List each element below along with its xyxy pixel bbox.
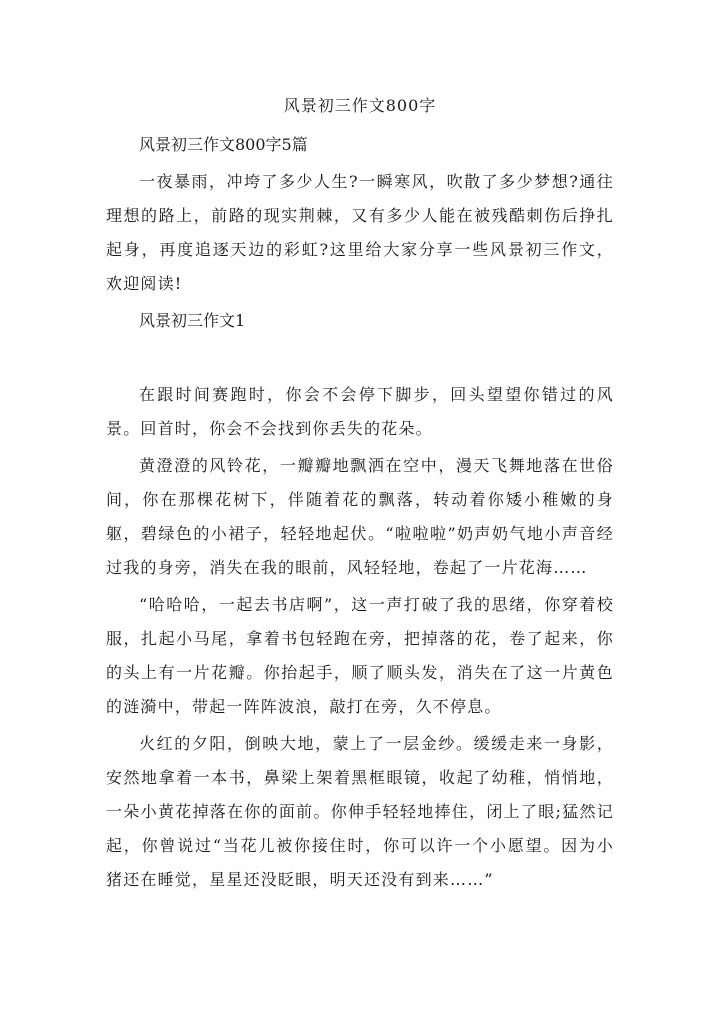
document-body — [106, 128, 614, 897]
section-spacer — [106, 338, 614, 378]
body-paragraph: 火红的夕阳，倒映大地，蒙上了一层金纱。缓缓走来一身影，安然地拿着一本书，鼻梁上架着黑框眼镜，收起了幼稚，悄悄地，一朵小黄花掉落在你的面前。你伸手轻轻地捧住，闭上了眼;猛然记起，你曾说过“当花儿被你接住时，你可以许一个小愿望。因为小猪还在睡觉，星星还没眨眼，明天还没有到来……” — [106, 734, 614, 889]
section-heading: 风景初三作文1 — [139, 311, 246, 330]
body-paragraph: 在跟时间赛跑时，你会不会停下脚步，回头望望你错过的风景。回首时，你会不会找到你丢失的花朵。 — [106, 385, 614, 438]
page-title: 风景初三作文800字 — [283, 96, 437, 115]
intro-paragraph: 一夜暴雨，冲垮了多少人生?一瞬寒风，吹散了多少梦想?通往理想的路上，前路的现实荆棘，又有多少人能在被残酷刺伤后挣扎起身，再度追逐天边的彩虹?这里给大家分享一些风景初三作文，欢迎阅读! — [106, 172, 614, 293]
document-subtitle: 风景初三作文800字5篇 — [139, 135, 308, 154]
body-paragraph: 黄澄澄的风铃花，一瓣瓣地飘洒在空中，漫天飞舞地落在世俗间，你在那棵花树下，伴随着花的飘落，转动着你矮小稚嫩的身躯，碧绿色的小裙子，轻轻地起伏。“啦啦啦”奶声奶气地小声音经过我的身旁，消失在我的眼前，风轻轻地，卷起了一片花海…… — [106, 456, 614, 577]
body-paragraph: “哈哈哈，一起去书店啊”，这一声打破了我的思绪，你穿着校服，扎起小马尾，拿着书包轻跑在旁，把掉落的花，卷了起来，你的头上有一片花瓣。你抬起手，顺了顺头发，消失在了这一片黄色的涟漪中，带起一阵阵波浪，敲打在旁，久不停息。 — [106, 595, 614, 716]
